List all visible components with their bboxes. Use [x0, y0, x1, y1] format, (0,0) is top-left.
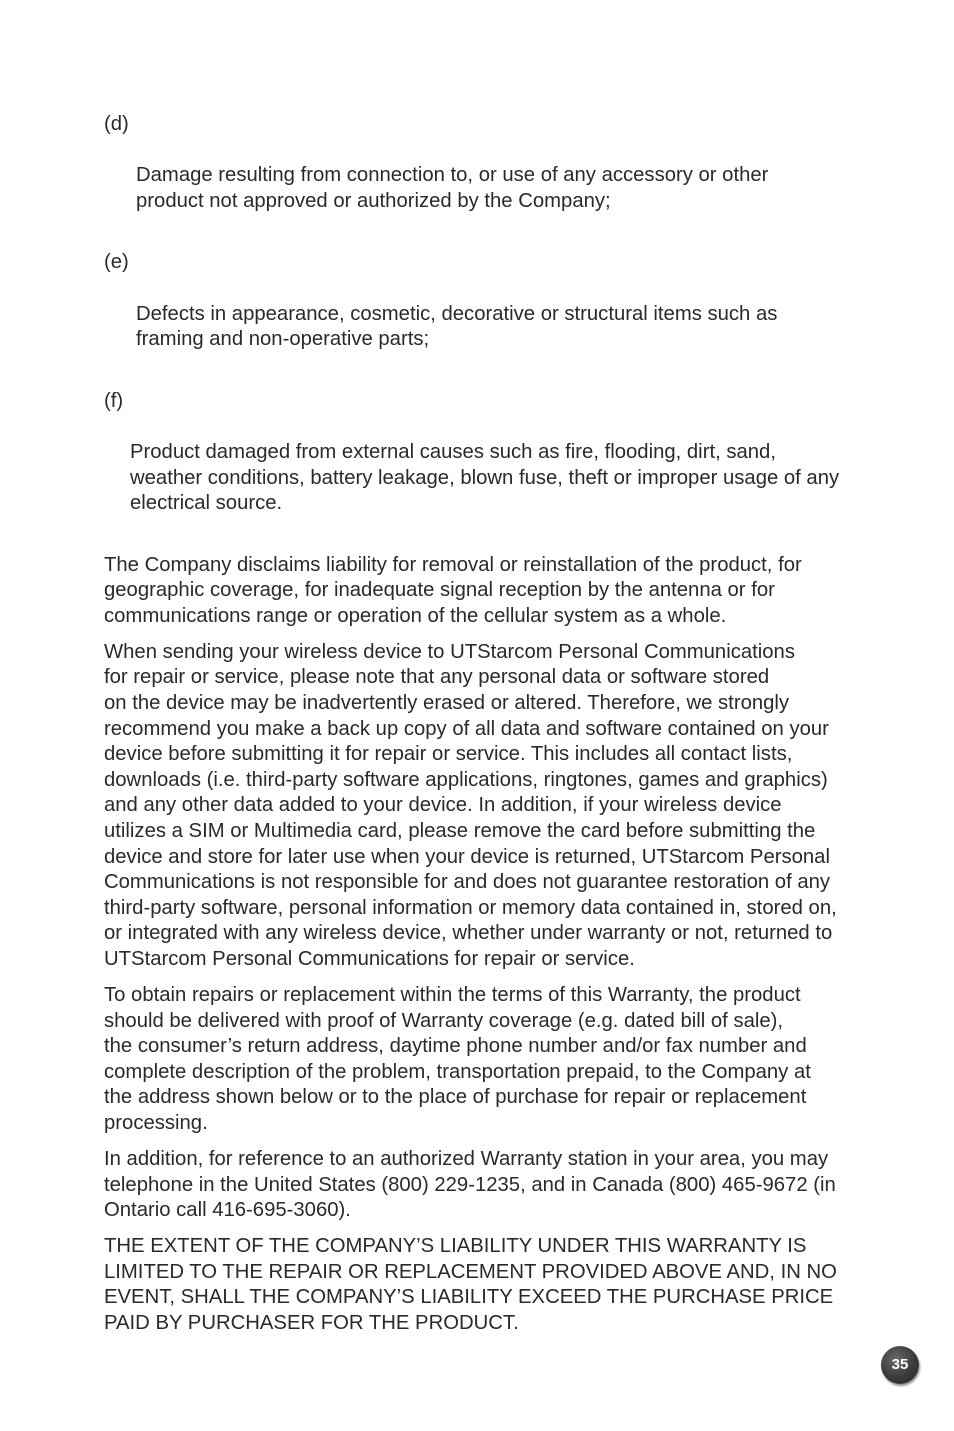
paragraph-personal-data-notice: When sending your wireless device to UTStarcom Personal Communications for repair or service, please note that any personal data or software stored on the device may be inadvertently erased or altered. Therefore, we strongly recommend you make a back up copy of all data and software contained on your device before submitting it for repair or service. This includes all contact lists, downloads (i.e. third-party software applications, ringtones, games and graphics) and any other data added to your device. In addition, if your wireless device utilizes a SIM or Multimedia card, please remove the card before submitting the device and store for later use when your device is returned, UTStarcom Personal Communications is not responsible for and does not guarantee restoration of any third-party software, personal information or memory data contained in, stored on, or integrated with any wireless device, whether under warranty or not, returned to UTStarcom Personal Communications for repair or service.	[104, 640, 837, 970]
list-item-f	[104, 389, 879, 543]
list-marker: (d)	[104, 113, 129, 135]
list-item-e	[104, 250, 879, 378]
page-content	[104, 112, 879, 1347]
list-item-d	[104, 112, 879, 240]
paragraph-liability-disclaimer: The Company disclaims liability for removal or reinstallation of the product, for geographic coverage, for inadequate signal reception by the antenna or for communications range or operation of the cellular system as a whole.	[104, 553, 802, 627]
list-item-text: Damage resulting from connection to, or use of any accessory or other product not approved or authorized by the Company;	[136, 164, 769, 212]
list-marker: (f)	[104, 389, 124, 412]
list-item-text: Defects in appearance, cosmetic, decorative or structural items such as framing and non-operative parts;	[136, 302, 778, 351]
paragraph-liability-limit: THE EXTENT OF THE COMPANY’S LIABILITY UNDER THIS WARRANTY IS LIMITED TO THE REPAIR OR REPLACEMENT PROVIDED ABOVE AND, IN NO EVENT, SHALL THE COMPANY’S LIABILITY EXCEED THE PURCHASE PRICE PAID BY PURCHASER FOR THE PRODUCT.	[104, 1235, 837, 1334]
list-item-text: Product damaged from external causes such as fire, flooding, dirt, sand, weather conditions, battery leakage, blown fuse, theft or improper usage of any electrical source.	[130, 440, 840, 515]
paragraph-repair-procedure: To obtain repairs or replacement within the terms of this Warranty, the product should be delivered with proof of Warranty coverage (e.g. dated bill of sale), the consumer’s return address, daytime phone number and/or fax number and complete description of the problem, transportation prepaid, to the Company at the address shown below or to the place of purchase for repair or replacement processing.	[104, 983, 811, 1134]
list-marker: (e)	[104, 251, 129, 274]
paragraph-warranty-station-contact: In addition, for reference to an authorized Warranty station in your area, you may telephone in the United States (800) 229-1235, and in Canada (800) 465-9672 (in Ontario call 416-695-3060).	[104, 1147, 836, 1222]
page-number-badge: 35	[881, 1346, 919, 1384]
